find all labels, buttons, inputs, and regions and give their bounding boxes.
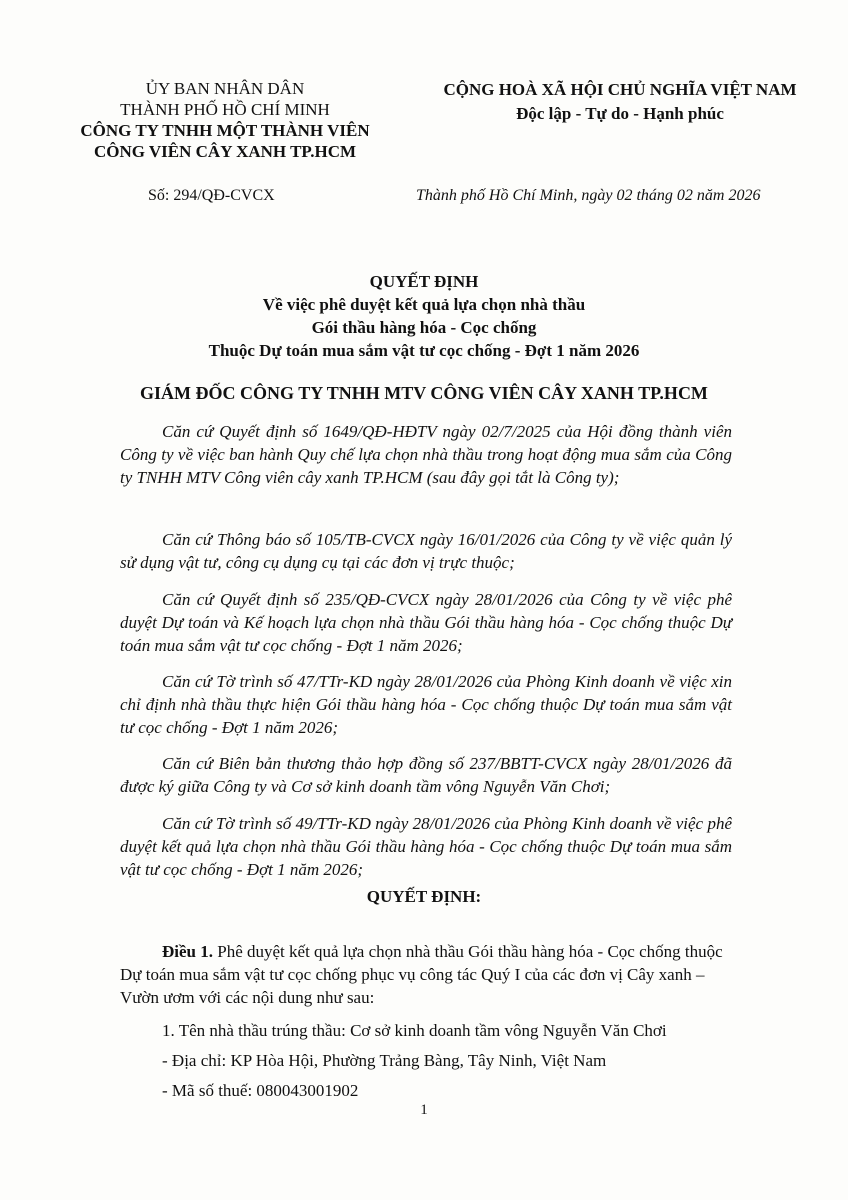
article-1: [120, 940, 732, 1009]
contractor-address: - Địa chỉ: KP Hòa Hội, Phường Trảng Bàng, Tây Ninh, Việt Nam: [162, 1051, 607, 1070]
legal-basis-4: Căn cứ Tờ trình số 47/TTr-KD ngày 28/01/2026 của Phòng Kinh doanh về việc xin chỉ định nhà thầu thực hiện Gói thầu hàng hóa - Cọc chống thuộc Dự toán mua sắm vật tư cọc chống - Đợt 1 năm 2026;: [120, 672, 732, 737]
legal-basis-5: Căn cứ Biên bản thương thảo hợp đồng số 237/BBTT-CVCX ngày 28/01/2026 đã được ký giữa Công ty và Cơ sở kinh doanh tầm vông Nguyễn Văn Chơi;: [120, 754, 732, 796]
issuer-line-2: THÀNH PHỐ HỒ CHÍ MINH: [120, 100, 330, 119]
legal-basis-1: Căn cứ Quyết định số 1649/QĐ-HĐTV ngày 02/7/2025 của Hội đồng thành viên Công ty về việc ban hành Quy chế lựa chọn nhà thầu trong hoạt động mua sắm của Công ty TNHH MTV Công viên cây xanh TP.HCM (sau đây gọi tắt là Công ty);: [120, 422, 732, 487]
contractor-tax-code: - Mã số thuế: 080043001902: [162, 1081, 359, 1100]
title-sub-2: Gói thầu hàng hóa - Cọc chống: [311, 318, 537, 337]
legal-basis-6: Căn cứ Tờ trình số 49/TTr-KD ngày 28/01/2026 của Phòng Kinh doanh về việc phê duyệt kết quả lựa chọn nhà thầu Gói thầu hàng hóa - Cọc chống thuộc Dự toán mua sắm vật tư cọc chống - Đợt 1 năm 2026;: [120, 814, 732, 879]
issuer-line-4: CÔNG VIÊN CÂY XANH TP.HCM: [93, 142, 357, 161]
national-header: [420, 78, 820, 126]
issuer-line-3: CÔNG TY TNHH MỘT THÀNH VIÊN: [80, 121, 370, 140]
title-main: QUYẾT ĐỊNH: [369, 272, 479, 291]
decision-title: [0, 270, 848, 362]
title-sub-1: Về việc phê duyệt kết quả lựa chọn nhà thầu: [262, 295, 586, 314]
issuing-authority: GIÁM ĐỐC CÔNG TY TNHH MTV CÔNG VIÊN CÂY XANH TP.HCM: [140, 383, 708, 403]
legal-basis-3: Căn cứ Quyết định số 235/QĐ-CVCX ngày 28/01/2026 của Công ty về việc phê duyệt Dự toán và Kế hoạch lựa chọn nhà thầu Gói thầu hàng hóa - Cọc chống thuộc Dự toán mua sắm vật tư cọc chống - Đợt 1 năm 2026;: [120, 590, 732, 655]
title-sub-3: Thuộc Dự toán mua sắm vật tư cọc chống - Đợt 1 năm 2026: [208, 341, 640, 360]
nation-name: CỘNG HOÀ XÃ HỘI CHỦ NGHĨA VIỆT NAM: [443, 80, 797, 99]
document-date: Thành phố Hồ Chí Minh, ngày 02 tháng 02 năm 2026: [416, 187, 761, 204]
page-number: 1: [420, 1102, 428, 1118]
article-1-label: Điều 1.: [162, 942, 213, 961]
issuer-block: [60, 78, 390, 162]
issuer-line-1: ỦY BAN NHÂN DÂN: [145, 79, 305, 98]
document-number: Số: 294/QĐ-CVCX: [148, 187, 275, 204]
article-1-text: Phê duyệt kết quả lựa chọn nhà thầu Gói thầu hàng hóa - Cọc chống thuộc Dự toán mua sắm vật tư cọc chống phục vụ công tác Quý I của các đơn vị Cây xanh – Vườn ươm với các nội dung như sau:: [120, 942, 723, 1007]
national-motto: Độc lập - Tự do - Hạnh phúc: [516, 104, 724, 123]
legal-basis-2: Căn cứ Thông báo số 105/TB-CVCX ngày 16/01/2026 của Công ty về việc quản lý sử dụng vật tư, công cụ dụng cụ tại các đơn vị trực thuộc;: [120, 530, 732, 572]
contractor-name: 1. Tên nhà thầu trúng thầu: Cơ sở kinh doanh tầm vông Nguyễn Văn Chơi: [162, 1021, 667, 1040]
decision-heading: QUYẾT ĐỊNH:: [366, 887, 482, 906]
